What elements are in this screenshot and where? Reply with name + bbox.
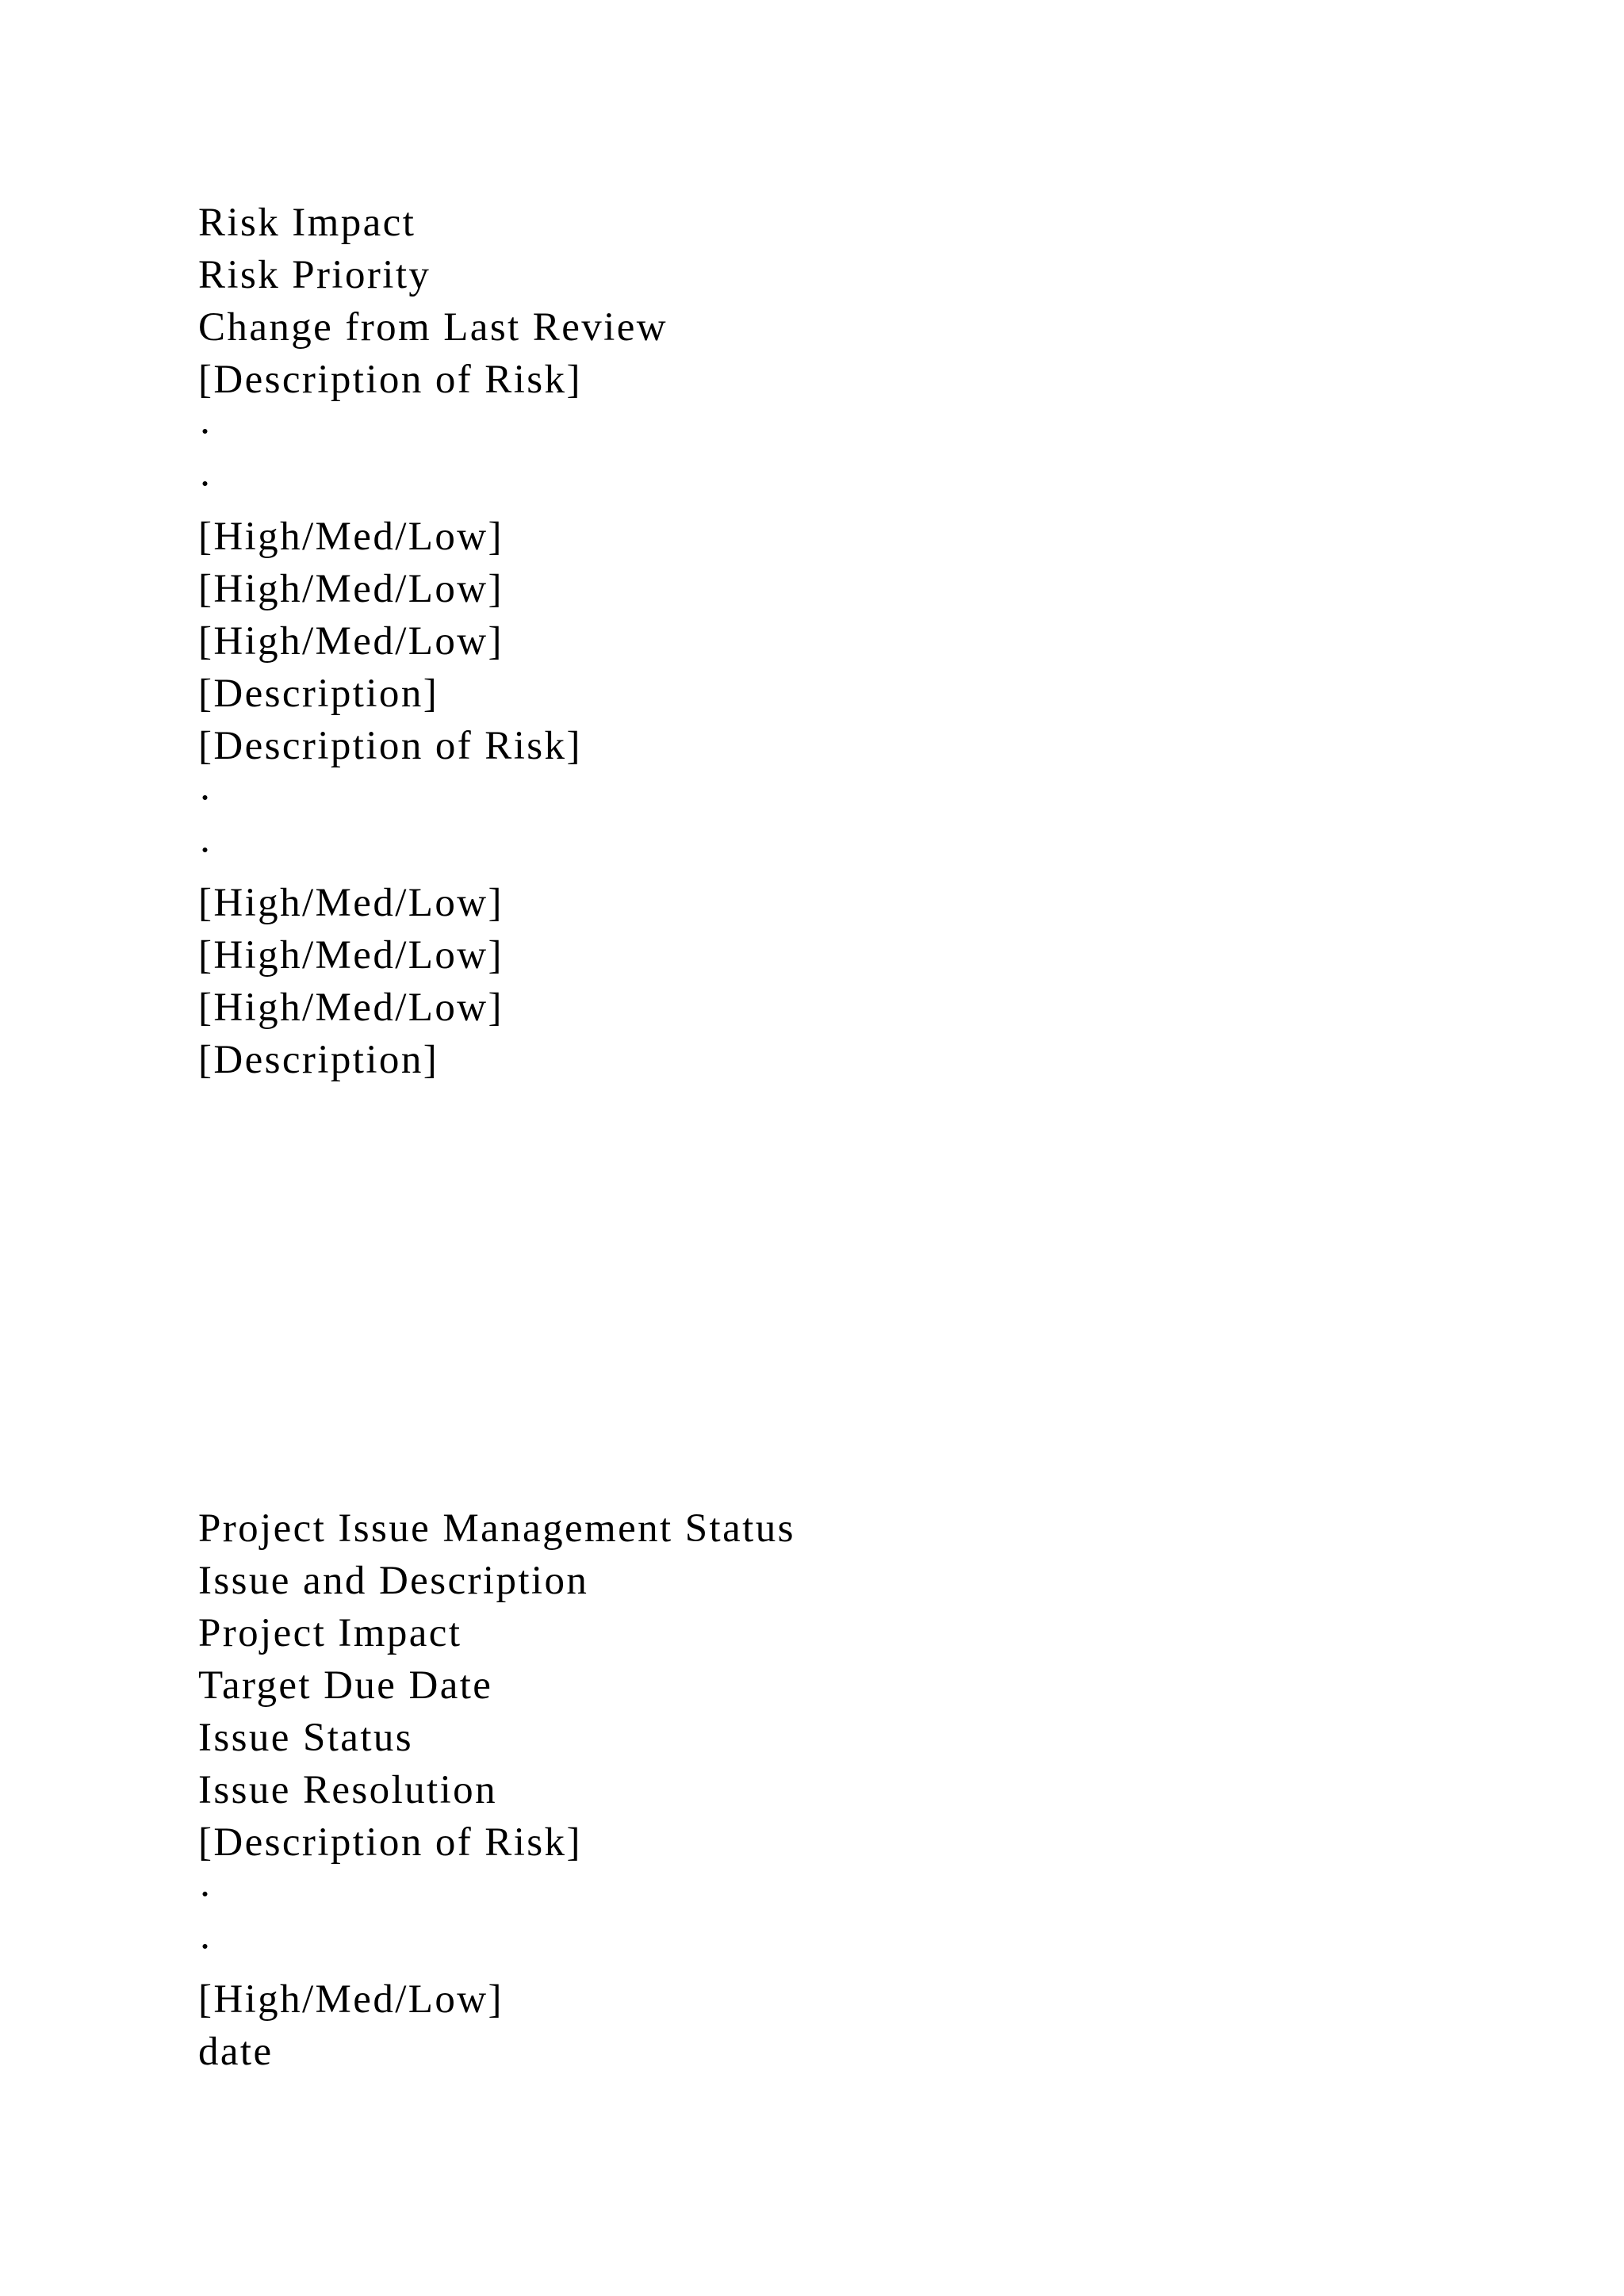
risk-row-1-rating-3: [High/Med/Low] — [198, 619, 504, 664]
risk-row-1-change-description: [Description] — [198, 672, 439, 716]
risk-row-1-description: [Description of Risk] — [198, 358, 582, 402]
risk-row-2-change-description: [Description] — [198, 1038, 439, 1082]
issue-row-1-bullet-2: · — [198, 1925, 212, 1969]
risk-row-1-bullet-2: · — [198, 462, 212, 507]
column-header-project-impact: Project Impact — [198, 1611, 462, 1655]
column-header-target-due-date: Target Due Date — [198, 1663, 493, 1708]
risk-row-2-rating-2: [High/Med/Low] — [198, 933, 504, 978]
column-header-risk-priority: Risk Priority — [198, 253, 431, 297]
risk-row-1-rating-1: [High/Med/Low] — [198, 515, 504, 559]
issue-row-1-bullet-1: · — [198, 1873, 212, 1917]
column-header-issue-and-description: Issue and Description — [198, 1559, 589, 1603]
risk-row-2-bullet-2: · — [198, 828, 212, 873]
issue-row-1-due-date: date — [198, 2030, 274, 2074]
risk-row-2-rating-1: [High/Med/Low] — [198, 881, 504, 925]
risk-row-1-rating-2: [High/Med/Low] — [198, 567, 504, 611]
risk-row-2-rating-3: [High/Med/Low] — [198, 985, 504, 1030]
column-header-change-from-last-review: Change from Last Review — [198, 305, 668, 350]
column-header-issue-status: Issue Status — [198, 1716, 414, 1760]
column-header-risk-impact: Risk Impact — [198, 201, 416, 245]
issue-row-1-description: [Description of Risk] — [198, 1820, 582, 1865]
issue-row-1-impact: [High/Med/Low] — [198, 1977, 504, 2022]
risk-row-2-bullet-1: · — [198, 776, 212, 821]
issue-table-section — [198, 1502, 795, 2078]
risk-row-2-description: [Description of Risk] — [198, 724, 582, 768]
risk-table-section — [198, 197, 668, 1086]
issue-section-title: Project Issue Management Status — [198, 1506, 795, 1551]
risk-row-1-bullet-1: · — [198, 410, 212, 454]
column-header-issue-resolution: Issue Resolution — [198, 1768, 497, 1812]
